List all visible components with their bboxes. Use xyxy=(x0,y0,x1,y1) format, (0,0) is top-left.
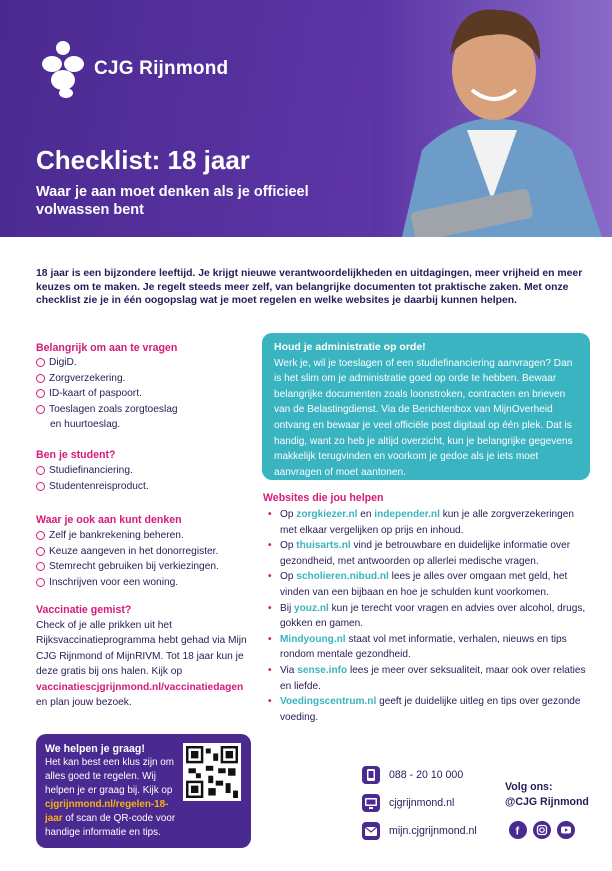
qr-code-icon xyxy=(186,746,238,798)
checkbox-circle-icon[interactable] xyxy=(36,578,45,587)
website-link[interactable]: thuisarts.nl xyxy=(296,540,351,552)
bullet-icon: • xyxy=(268,571,272,583)
checkbox-circle-icon[interactable] xyxy=(36,562,45,571)
cjg-logo xyxy=(40,40,228,98)
checklist-item[interactable]: Zorgverzekering. xyxy=(36,371,178,387)
help-text: Het kan best een klus zijn om alles goed te regelen. Wij helpen je er graag bij. Kijk op xyxy=(45,757,174,796)
checkbox-circle-icon[interactable] xyxy=(36,389,45,398)
website-item: • Op thuisarts.nl vind je betrouwbare en duidelijke informatie over gezondheid, met antwoorden op allerlei medische vragen. xyxy=(268,538,593,569)
checklist-item[interactable]: Keuze aangeven in het donorregister. xyxy=(36,544,219,560)
website-item: • Op zorgkiezer.nl en independer.nl kun je alle zorgverzekeringen met elkaar vergelijken op prijs en inhoud. xyxy=(268,507,593,538)
help-link[interactable]: cjgrijnmond.nl/regelen-18-jaar xyxy=(45,799,169,824)
website-link[interactable]: scholieren.nibud.nl xyxy=(296,571,389,583)
checkbox-circle-icon[interactable] xyxy=(36,374,45,383)
checkbox-circle-icon[interactable] xyxy=(36,358,45,367)
website-link[interactable]: youz.nl xyxy=(294,602,329,614)
website-item: • Op scholieren.nibud.nl lees je alles over omgaan met geld, het vinden van een bijbaan en hoe je schulden kunt voorkomen. xyxy=(268,569,593,600)
bullet-icon: • xyxy=(268,602,272,614)
bullet-icon: • xyxy=(268,664,272,676)
vaccination-link[interactable]: vaccinatiescjgrijnmond.nl/vaccinatiedagen xyxy=(36,681,244,693)
svg-text:f: f xyxy=(515,825,520,838)
vaccination-title: Vaccinatie gemist? xyxy=(36,604,132,616)
contact-phone[interactable]: 088 - 20 10 000 xyxy=(362,766,463,784)
think-list xyxy=(36,528,219,590)
help-title: We helpen je graag! xyxy=(45,743,145,755)
help-box xyxy=(36,734,251,848)
website-link[interactable]: zorgkiezer.nl xyxy=(296,509,358,520)
important-title: Belangrijk om aan te vragen xyxy=(36,342,178,354)
checklist-item[interactable]: ID-kaart of paspoort. xyxy=(36,386,178,402)
envelope-icon xyxy=(362,822,380,840)
checklist-item[interactable]: Toeslagen zoals zorgtoeslag xyxy=(36,402,178,418)
checkbox-circle-icon[interactable] xyxy=(36,531,45,540)
hero-photo xyxy=(372,0,612,237)
checklist-item[interactable]: DigiD. xyxy=(36,355,178,371)
website-item: • Via sense.info lees je meer over seksualiteit, maar ook over relaties en liefde. xyxy=(268,663,593,694)
websites-list xyxy=(268,507,593,725)
websites-title: Websites die jou helpen xyxy=(263,492,384,504)
website-link[interactable]: Voedingscentrum.nl xyxy=(280,696,377,708)
student-list xyxy=(36,463,149,494)
checklist-item[interactable]: Studentenreisproduct. xyxy=(36,479,149,495)
follow-block xyxy=(505,780,589,810)
facebook-icon[interactable] xyxy=(509,821,527,839)
phone-icon xyxy=(362,766,380,784)
instagram-icon[interactable] xyxy=(533,821,551,839)
website-link[interactable]: Mindyoung.nl xyxy=(280,633,346,645)
important-list xyxy=(36,355,178,433)
checklist-item[interactable]: Stemrecht gebruiken bij verkiezingen. xyxy=(36,559,219,575)
logo-text: CJG Rijnmond xyxy=(94,58,229,79)
contact-website[interactable]: cjgrijnmond.nl xyxy=(362,794,454,812)
follow-label: Volg ons: xyxy=(505,781,553,793)
page-subtitle: Waar je aan moet denken als je officieel volwassen bent xyxy=(36,184,309,218)
website-link[interactable]: sense.info xyxy=(297,664,348,676)
checkbox-circle-icon[interactable] xyxy=(36,466,45,475)
checkbox-circle-icon[interactable] xyxy=(36,482,45,491)
cjg-logo-icon xyxy=(40,40,86,98)
website-item: • Bij youz.nl kun je terecht voor vragen en advies over alcohol, drugs, gokken en gamen. xyxy=(268,601,593,632)
checklist-item-continued: en huurtoeslag. xyxy=(50,419,121,431)
checkbox-circle-icon[interactable] xyxy=(36,547,45,556)
youtube-icon[interactable] xyxy=(557,821,575,839)
page-title: Checklist: 18 jaar xyxy=(36,145,250,175)
website-item: • Mindyoung.nl staat vol met informatie, verhalen, nieuws en tips rondom mentale gezondheid. xyxy=(268,632,593,663)
vaccination-after: en plan jouw bezoek. xyxy=(36,697,132,709)
bullet-icon: • xyxy=(268,540,272,552)
bullet-icon: • xyxy=(268,509,272,520)
social-handle: @CJG Rijnmond xyxy=(505,796,589,808)
checklist-item[interactable]: Inschrijven voor een woning. xyxy=(36,575,219,591)
checklist-item[interactable]: Zelf je bankrekening beheren. xyxy=(36,528,219,544)
website-item: • Voedingscentrum.nl geeft je duidelijke uitleg en tips over gezonde voeding. xyxy=(268,694,593,725)
student-title: Ben je student? xyxy=(36,449,116,461)
vaccination-text: Check of je alle prikken uit het Rijksvaccinatieprogramma hebt gehad via Mijn CJG Rijnmond of MijnRIVM. Tot 18 jaar kun je deze gratis bij ons halen. Kijk op xyxy=(36,620,247,678)
website-link[interactable]: independer.nl xyxy=(374,509,440,520)
checkbox-circle-icon[interactable] xyxy=(36,405,45,414)
qr-code[interactable] xyxy=(183,743,241,801)
admin-title: Houd je administratie op orde! xyxy=(274,341,426,353)
admin-text: Werk je, wil je toeslagen of een studiefinanciering aanvragen? Dan is het slim om je administratie goed op orde te hebben. Bewaar belangrijke documenten zoals loonstroken, contracten en brieven van de Belastingdienst. Via de Berichtenbox van MijnOverheid ontvang en bewaar je veel officiële post digitaal op één plek. Dat is handig, want zo heb je altijd overzicht, kun je belangrijke gegevens makkelijk terugvinden en voorkom je gedoe als je iets moet aanvragen of moet aantonen. xyxy=(274,357,573,478)
monitor-icon xyxy=(362,794,380,812)
bullet-icon: • xyxy=(268,633,272,645)
intro-text: 18 jaar is een bijzondere leeftijd. Je krijgt nieuwe verantwoordelijkheden en uitdagingen, meer vrijheid en meer keuzes om te maken. Je regelt steeds meer zelf, van belangrijke documenten tot praktische zaken. Met onze checklist zie je in één oogopslag wat je moet regelen en welke websites je daarbij kunnen helpen. xyxy=(36,268,583,306)
contact-portal[interactable]: mijn.cjgrijnmond.nl xyxy=(362,822,477,840)
vaccination-text-block xyxy=(36,618,251,710)
help-after: of scan de QR-code voor handige informatie en tips. xyxy=(45,813,176,838)
bullet-icon: • xyxy=(268,696,272,708)
checklist-item[interactable]: Studiefinanciering. xyxy=(36,463,149,479)
think-title: Waar je ook aan kunt denken xyxy=(36,514,182,526)
admin-box xyxy=(262,333,590,480)
header-banner xyxy=(0,0,612,237)
